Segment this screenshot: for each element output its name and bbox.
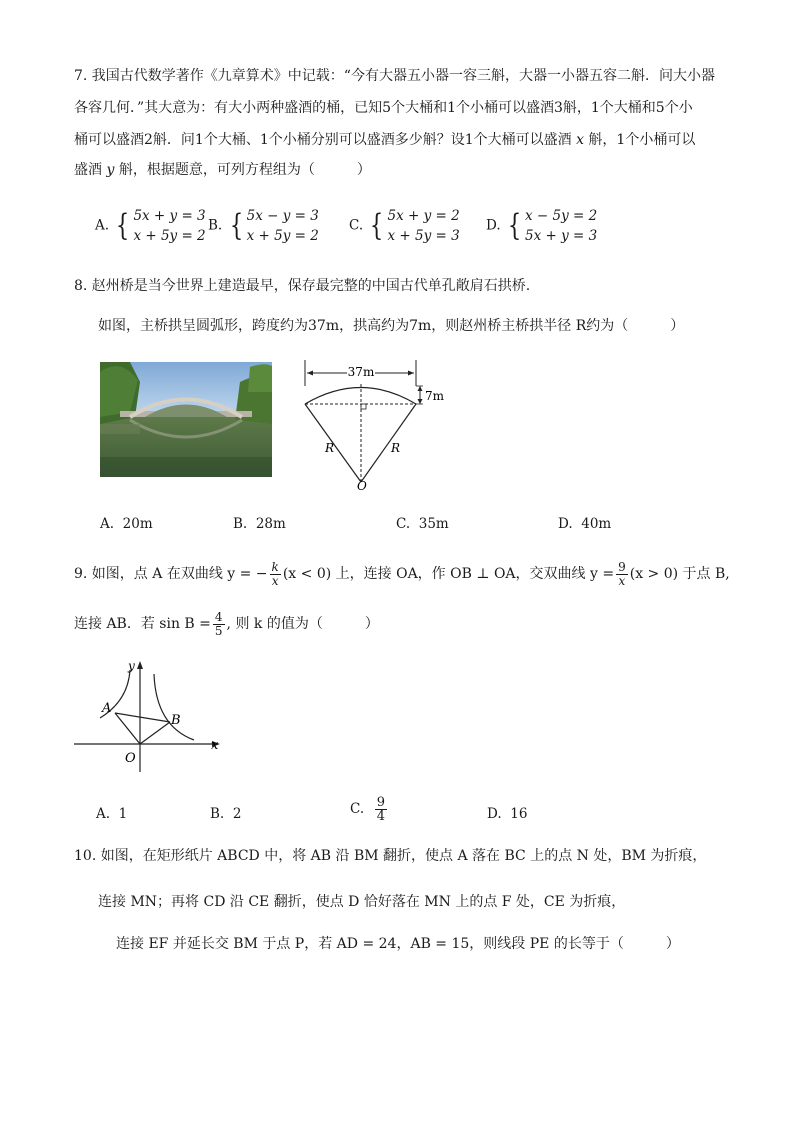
q7-option-d[interactable]: D. { x − 5y = 2 5x + y = 3 [486,208,598,244]
brace-icon: { [116,208,130,243]
q7-option-c[interactable]: C. { 5x + y = 2 x + 5y = 3 [349,208,460,244]
radius-right-label: R [391,441,401,455]
hyperbola-diagram [70,656,230,774]
q8-option-b[interactable]: B. 28m [233,516,286,532]
q7-line-2: 各容几何．”其大意为：有大小两种盛酒的桶，已知5个大桶和1个小桶可以盛酒3斛，1个大桶和5个小 [74,100,693,116]
x-axis-label: x [211,738,219,753]
q9-option-b[interactable]: B. 2 [210,806,242,822]
height-label: 7m [425,389,445,403]
span-label: 37m [347,365,375,379]
q7-line-1: 7. 我国古代数学著作《九章算术》中记载：“今有大器五小器一容三斛，大器一小器五容二斛．问大小器 [74,68,715,84]
q9-option-a[interactable]: A. 1 [96,806,128,822]
q7-line-4: 盛酒 y 斛，根据题意，可列方程组为（ ） [74,162,371,178]
q7-option-b[interactable]: B. { 5x − y = 3 x + 5y = 2 [208,208,319,244]
brace-icon: { [370,208,384,243]
q9-line-1: 9. 如图，点 A 在双曲线 y = − $\frac{k}{x}$ (x < 0) 上，连接 OA，作 OB ⊥ OA，交双曲线 y = $\frac{9}{x}$ (x > 0) 于点 B, [74,559,730,588]
bridge-photo [100,362,272,477]
q9-line-2: 连接 AB．若 sin B = $\frac{4}{5}$ , 则 k 的值为（ ） [74,609,379,638]
q7-line-3: 桶可以盛酒2斛．问1个大桶、1个小桶分别可以盛酒多少斛？设1个大桶可以盛酒 x 斛，1个小桶可以 [74,132,696,148]
q8-line-1: 8. 赵州桥是当今世界上建造最早，保存最完整的中国古代单孔敞肩石拱桥. [74,278,531,294]
q10-line-3: 连接 EF 并延长交 BM 于点 P，若 AD = 24，AB = 15，则线段 PE 的长等于（ ） [116,936,680,952]
radius-left-label: R [325,441,335,455]
q10-line-2: 连接 MN；再将 CD 沿 CE 翻折，使点 D 恰好落在 MN 上的点 F 处，CE 为折痕， [98,894,626,910]
q9-option-c[interactable]: C. $\frac{9}{4}$ [350,795,386,824]
brace-icon: { [507,208,522,243]
origin-label: O [125,751,136,766]
q8-option-c[interactable]: C. 35m [396,516,449,532]
q8-line-2: 如图，主桥拱呈圆弧形，跨度约为37m，拱高约为7m，则赵州桥主桥拱半径 R约为（ ） [98,318,685,334]
brace-icon: { [229,208,243,243]
q9-option-d[interactable]: D. 16 [487,806,528,822]
q8-option-d[interactable]: D. 40m [558,516,612,532]
arch-diagram [295,356,455,491]
q8-option-a[interactable]: A. 20m [100,516,153,532]
point-a-label: A [102,701,112,716]
point-b-label: B [171,713,181,728]
center-label: O [357,479,367,491]
q10-line-1: 10. 如图，在矩形纸片 ABCD 中，将 AB 沿 BM 翻折，使点 A 落在 BC 上的点 N 处，BM 为折痕， [74,848,707,864]
q7-option-a[interactable]: A. { 5x + y = 3 x + 5y = 2 [95,208,206,244]
y-axis-label: y [128,659,135,673]
